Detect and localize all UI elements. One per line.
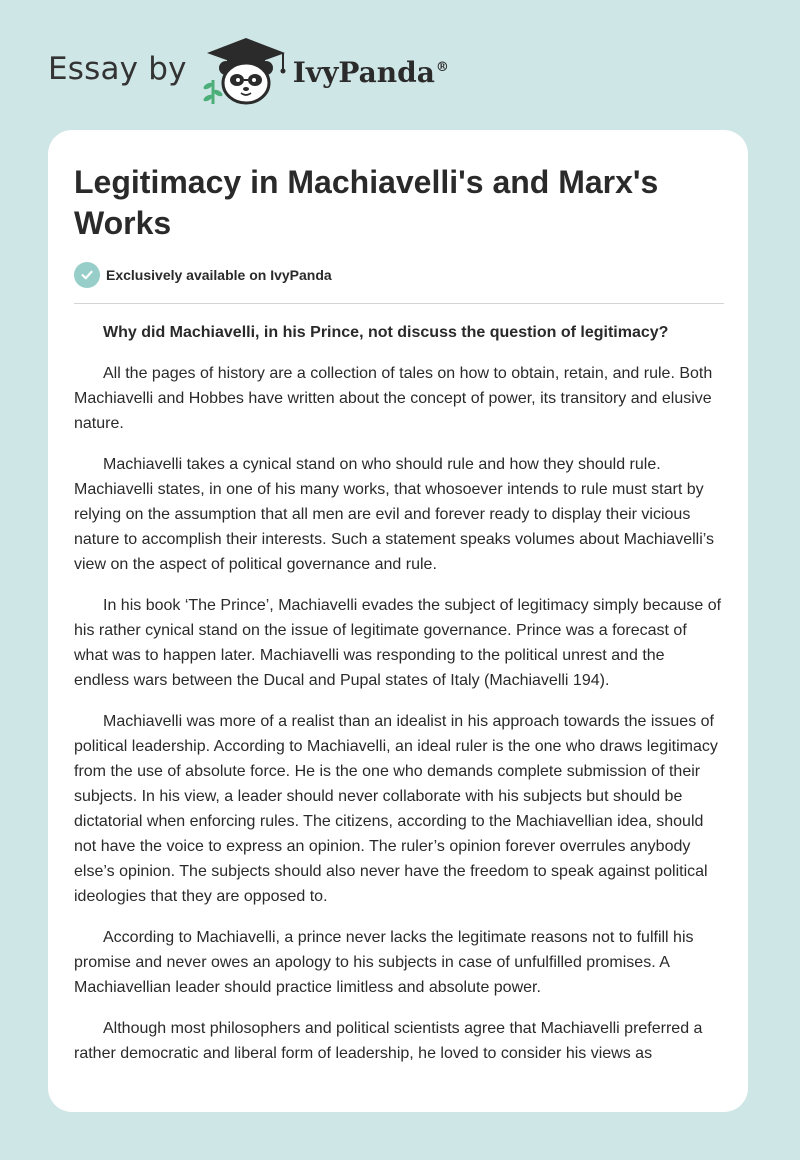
check-icon xyxy=(74,262,100,288)
divider xyxy=(74,303,724,304)
paragraph: According to Machiavelli, a prince never lacks the legitimate reasons not to fulfill his promise and never owes an apology to his subjects in case of unfulfilled promises. A Machiavellian leader should practice limitless and absolute power. xyxy=(74,929,694,996)
essay-by-label: Essay by xyxy=(48,51,187,87)
exclusive-badge xyxy=(74,262,332,288)
brand-name[interactable]: IvyPanda® xyxy=(292,55,449,89)
registered-mark: ® xyxy=(435,60,449,76)
essay-body xyxy=(74,320,724,1082)
paragraph: In his book ‘The Prince’, Machiavelli evades the subject of legitimacy simply because of his rather cynical stand on the issue of legitimate governance. Prince was a forecast of what was to happen later. Machiavelli was responding to the political unrest and the endless wars between the Ducal and Pupal states of Italy (Machiavelli 194). xyxy=(74,597,722,689)
badge-text: Exclusively available on IvyPanda xyxy=(106,267,332,283)
paragraph: Machiavelli takes a cynical stand on who should rule and how they should rule. Machiavelli states, in one of his many works, that whosoever intends to rule must start by relying on the assumption that all men are evil and forever ready to display their vicious nature to accomplish their interests. Such a statement speaks volumes about Machiavelli’s view on the aspect of political governance and rule. xyxy=(74,456,715,573)
essay-question: Why did Machiavelli, in his Prince, not discuss the question of legitimacy? xyxy=(103,324,669,341)
paragraph: All the pages of history are a collection of tales on how to obtain, retain, and rule. Both Machiavelli and Hobbes have written about the concept of power, its transitory and elusive nature. xyxy=(74,365,713,432)
site-header xyxy=(48,36,449,106)
paragraph: Machiavelli was more of a realist than an idealist in his approach towards the issues of political leadership. According to Machiavelli, an ideal ruler is the one who draws legitimacy from the use of absolute force. He is the one who demands complete submission of their subjects. In his view, a leader should never collaborate with his subjects but should be dictatorial when enforcing rules. The citizens, according to the Machiavellian idea, should not have the voice to express an opinion. The ruler’s opinion forever overrules anybody else’s opinion. The subjects should also never have the freedom to speak against political ideologies that they are opposed to. xyxy=(74,713,718,905)
essay-title: Legitimacy in Machiavelli's and Marx's Works xyxy=(74,164,659,241)
paragraph: Although most philosophers and political scientists agree that Machiavelli preferred a rather democratic and liberal form of leadership, he loved to consider his views as xyxy=(74,1020,703,1062)
panda-logo-icon[interactable] xyxy=(201,36,291,106)
essay-card xyxy=(48,130,748,1112)
